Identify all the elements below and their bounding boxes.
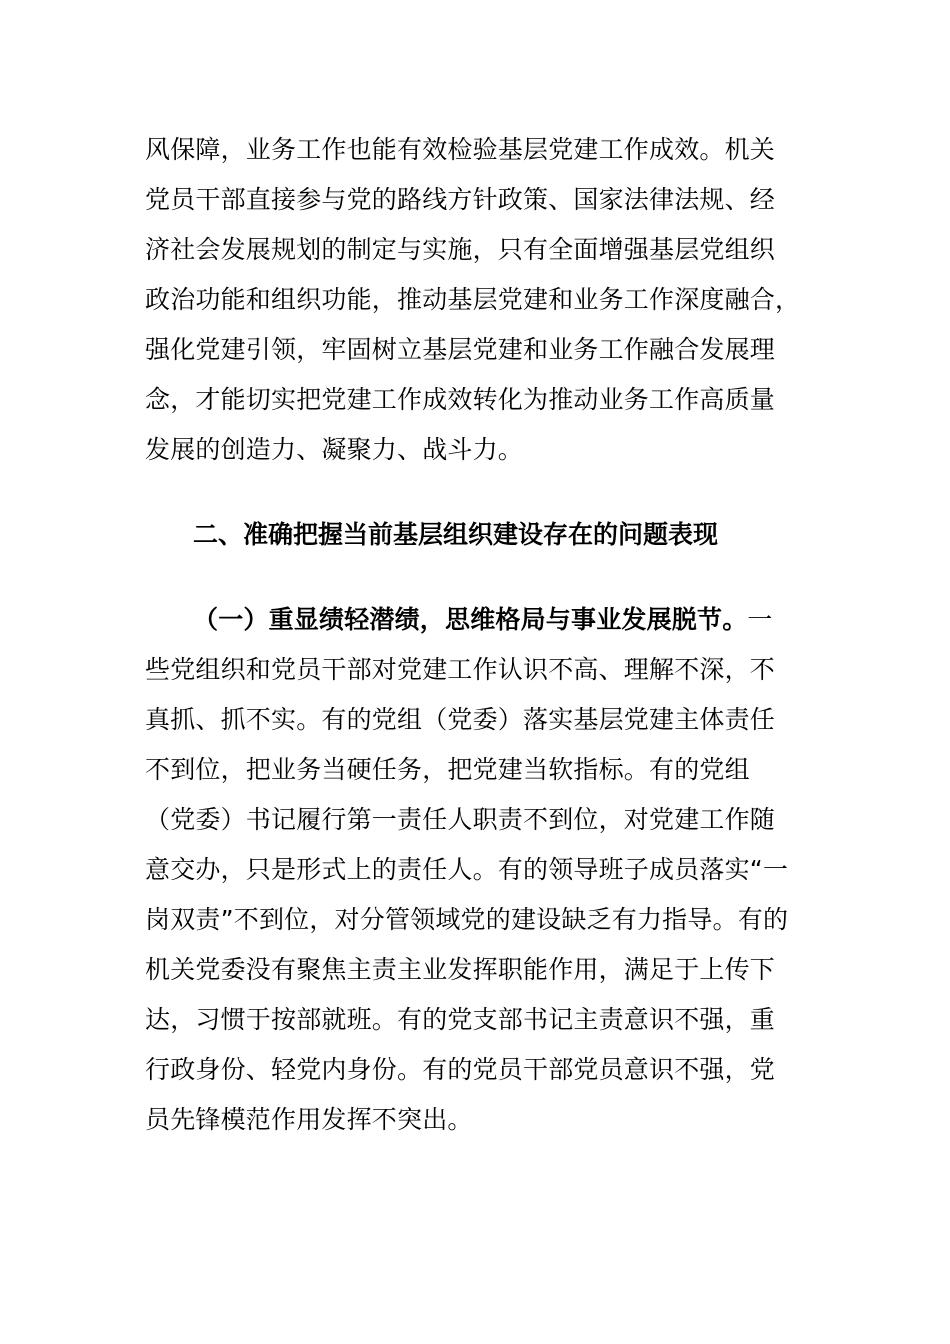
- paragraph-line: 政治功能和组织功能，推动基层党建和业务工作深度融合，: [145, 285, 801, 314]
- subsection-first-line-text: 一: [747, 605, 773, 634]
- paragraph-line: 机关党委没有聚焦主责主业发挥职能作用，满足于上传下: [145, 955, 776, 984]
- paragraph-line: 真抓、抓不实。有的党组（党委）落实基层党建主体责任: [145, 705, 776, 734]
- paragraph-line: 些党组织和党员干部对党建工作认识不高、理解不深，不: [145, 655, 776, 684]
- paragraph-line: 风保障，业务工作也能有效检验基层党建工作成效。机关: [145, 135, 776, 164]
- paragraph-line: 岗双责”不到位，对分管领域党的建设缺乏有力指导。有的: [145, 905, 789, 934]
- section-heading: 二、准确把握当前基层组织建设存在的问题表现: [193, 520, 719, 549]
- paragraph-line: 强化党建引领，牢固树立基层党建和业务工作融合发展理: [145, 335, 776, 364]
- subsection-first-line: [193, 600, 773, 640]
- paragraph-line: （党委）书记履行第一责任人职责不到位，对党建工作随: [145, 805, 776, 834]
- paragraph-line: 念，才能切实把党建工作成效转化为推动业务工作高质量: [145, 385, 776, 414]
- paragraph-line: 济社会发展规划的制定与实施，只有全面增强基层党组织: [145, 235, 776, 264]
- subsection-title: （一）重显绩轻潜绩，思维格局与事业发展脱节。: [193, 605, 748, 634]
- paragraph-line: 意交办，只是形式上的责任人。有的领导班子成员落实“一: [145, 855, 789, 884]
- paragraph-line: 达，习惯于按部就班。有的党支部书记主责意识不强，重: [145, 1005, 776, 1034]
- paragraph-line: 发展的创造力、凝聚力、战斗力。: [145, 435, 524, 464]
- paragraph-line: 党员干部直接参与党的路线方针政策、国家法律法规、经: [145, 185, 776, 214]
- paragraph-line: 行政身份、轻党内身份。有的党员干部党员意识不强，党: [145, 1055, 776, 1084]
- paragraph-line: 不到位，把业务当硬任务，把党建当软指标。有的党组: [145, 755, 750, 784]
- paragraph-line: 员先锋模范作用发挥不突出。: [145, 1105, 473, 1134]
